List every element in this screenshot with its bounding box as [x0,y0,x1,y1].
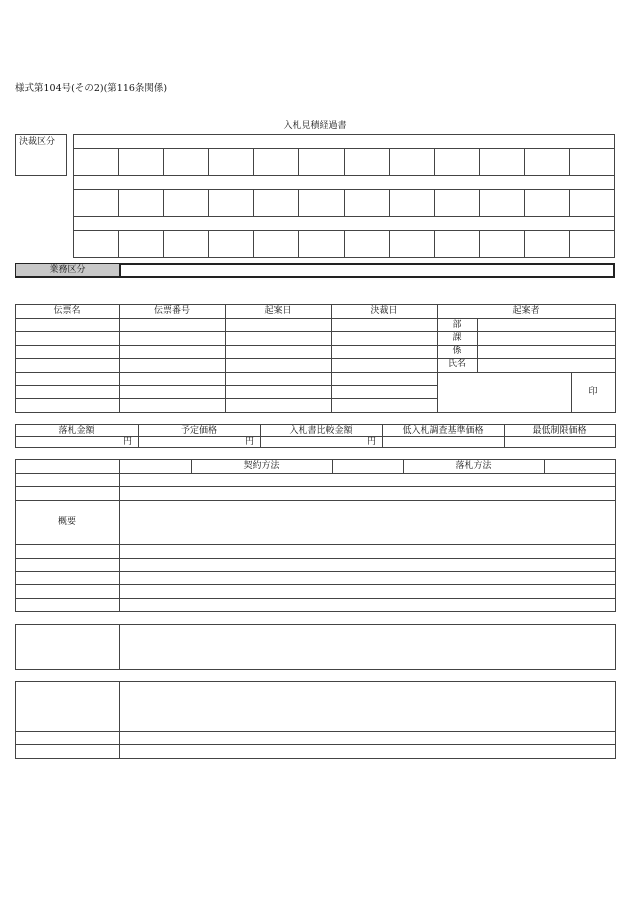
approval-stamp-divider [163,189,164,216]
voucher-row-line [15,358,437,359]
approval-stamp-divider [344,148,345,175]
contract-row-line [15,500,615,501]
voucher-row-line [15,398,437,399]
approval-stamp-divider [163,148,164,175]
award-method-label: 落札方法 [455,461,492,471]
document-title: 入札見積経過書 [283,121,347,131]
price-column-line [138,424,139,447]
notes-block-border [15,624,616,670]
price-column-line [382,424,383,447]
voucher-column-line [119,304,120,412]
contract-header-divider [403,459,404,473]
overview-label: 概要 [57,517,76,527]
contract-row-line [15,558,615,559]
seal-label: 印 [588,387,598,397]
approval-stamp-divider [569,189,570,216]
approval-row-line [73,216,614,217]
approval-row-line [73,175,614,176]
price-header-minimum: 最低制限価格 [532,426,587,436]
approval-stamp-divider [434,148,435,175]
approval-stamp-divider [389,189,390,216]
approval-stamp-divider [298,148,299,175]
approval-stamp-divider [389,148,390,175]
approval-stamp-divider [253,230,254,257]
approval-stamp-divider [524,189,525,216]
contract-header-divider [191,459,192,473]
voucher-column-line [437,304,438,412]
business-category-field[interactable] [122,265,612,276]
business-category-divider [119,264,121,276]
approval-stamp-divider [434,189,435,216]
approval-stamp-divider [524,148,525,175]
approval-stamp-divider [298,230,299,257]
drafter-row-line [437,318,615,319]
voucher-row-line [15,331,437,332]
price-column-line [260,424,261,447]
approval-stamp-divider [569,230,570,257]
voucher-header-decision-date: 決裁日 [370,306,398,316]
drafter-dept-label: 部 [452,320,462,330]
approval-stamp-divider [479,189,480,216]
contract-row-line [15,544,615,545]
drafter-subsection-label: 係 [452,346,462,356]
approval-stamp-divider [389,230,390,257]
contract-row-line [15,473,615,474]
voucher-row-line [15,372,437,373]
approval-stamp-divider [434,230,435,257]
approval-stamp-divider [479,230,480,257]
approval-stamp-divider [298,189,299,216]
drafter-row-line [437,358,615,359]
drafter-row-line [437,372,615,373]
contract-method-label: 契約方法 [243,461,280,471]
seal-divider [571,372,572,412]
notes-row-line [15,731,615,732]
drafter-fullname-label: 氏名 [447,359,466,369]
approval-stamp-divider [569,148,570,175]
approval-stamp-divider [208,230,209,257]
voucher-header-number: 伝票番号 [153,306,190,316]
approval-stamp-divider [118,148,119,175]
unit-yen: 円 [122,437,132,447]
approval-stamp-divider [479,148,480,175]
price-header-low-bid: 低入札調査基準価格 [402,426,484,436]
contract-row-line [15,598,615,599]
contract-label-divider [119,459,120,611]
contract-row-line [15,486,615,487]
voucher-header-name: 伝票名 [53,306,81,316]
drafter-row-line [437,331,615,332]
contract-row-line [15,584,615,585]
notes-label-divider [119,624,120,669]
price-column-line [504,424,505,447]
drafter-section-label: 課 [452,333,462,343]
approval-stamp-divider [208,148,209,175]
voucher-header-drafter: 起案者 [512,306,540,316]
voucher-row-line [15,345,437,346]
unit-yen: 円 [244,437,254,447]
approval-stamp-divider [344,189,345,216]
price-header-comparison: 入札書比較金額 [289,426,353,436]
form-id: 様式第104号(その2)(第116条関係) [15,83,168,94]
decision-category-label: 決裁区分 [19,137,56,147]
approval-stamp-divider [208,189,209,216]
drafter-label-divider [477,318,478,372]
voucher-row-line [15,318,437,319]
contract-header-divider [332,459,333,473]
voucher-column-line [331,304,332,412]
voucher-row-line [15,385,437,386]
voucher-column-line [225,304,226,412]
voucher-header-draft-date: 起案日 [264,306,292,316]
approval-stamp-divider [524,230,525,257]
contract-header-divider [544,459,545,473]
notes-block-border [15,681,616,759]
price-header-winning: 落札金額 [58,426,95,436]
contract-table-border [15,459,616,612]
price-row-line [15,436,615,437]
drafter-row-line [437,345,615,346]
notes-label-divider [119,681,120,758]
business-category-label: 業務区分 [49,265,86,275]
price-header-planned: 予定価格 [180,426,217,436]
approval-stamp-divider [253,148,254,175]
approval-stamp-divider [253,189,254,216]
contract-row-line [15,571,615,572]
approval-stamp-divider [163,230,164,257]
approval-stamp-divider [118,189,119,216]
notes-row-line [15,744,615,745]
approval-stamp-divider [118,230,119,257]
unit-yen: 円 [366,437,376,447]
approval-stamp-divider [344,230,345,257]
